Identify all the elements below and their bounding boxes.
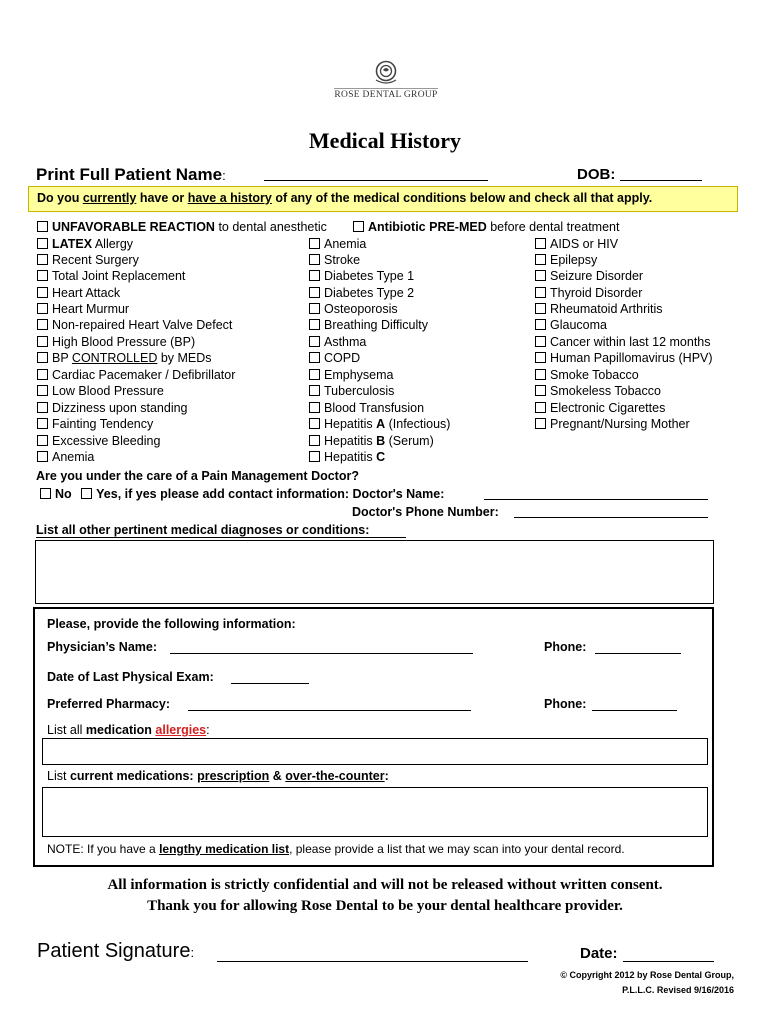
checkbox-condition[interactable]: Glaucoma (535, 317, 607, 333)
rose-emblem-icon (371, 60, 401, 86)
physician-phone-field[interactable] (595, 653, 681, 654)
checkbox-condition[interactable]: Blood Transfusion (309, 400, 424, 416)
checkbox-condition[interactable]: Heart Attack (37, 285, 120, 301)
checkbox-condition[interactable]: Anemia (37, 449, 94, 465)
checkbox-condition[interactable]: Osteoporosis (309, 301, 398, 317)
checkbox-condition[interactable]: Diabetes Type 1 (309, 268, 414, 284)
checkbox-yes[interactable] (81, 488, 92, 499)
checkbox-condition[interactable]: Anemia (309, 236, 366, 252)
checkbox-icon[interactable] (37, 254, 48, 265)
checkbox-icon[interactable] (37, 402, 48, 413)
allergies-label: List all medication allergies: (47, 723, 210, 737)
checkbox-condition[interactable]: Seizure Disorder (535, 268, 643, 284)
checkbox-condition[interactable]: Human Papillomavirus (HPV) (535, 350, 713, 366)
conditions-instruction-banner: Do you currently have or have a history of any of the medical conditions below and check all that apply. (28, 186, 738, 212)
current-meds-label: List current medications: prescription & over-the-counter: (47, 769, 389, 783)
medication-note: NOTE: If you have a lengthy medication list, please provide a list that we may scan into your dental record. (47, 842, 625, 856)
checkbox-condition[interactable]: Dizziness upon standing (37, 400, 188, 416)
checkbox-unfavorable-reaction[interactable]: UNFAVORABLE REACTION to dental anesthetic (37, 219, 327, 235)
checkbox-icon[interactable] (535, 352, 546, 363)
signature-field[interactable] (217, 961, 528, 962)
checkbox-icon[interactable] (37, 435, 48, 446)
checkbox-icon[interactable] (309, 303, 320, 314)
patient-name-field[interactable] (264, 180, 488, 181)
checkbox-condition[interactable]: Total Joint Replacement (37, 268, 185, 284)
checkbox-condition[interactable]: Recent Surgery (37, 252, 139, 268)
last-exam-field[interactable] (231, 683, 309, 684)
checkbox-antibiotic-premed[interactable]: Antibiotic PRE-MED before dental treatment (353, 219, 619, 235)
diagnoses-textarea[interactable] (35, 540, 714, 604)
allergies-textbox[interactable] (42, 738, 708, 765)
checkbox-condition[interactable]: Tuberculosis (309, 383, 394, 399)
checkbox-icon[interactable] (535, 369, 546, 380)
checkbox-condition[interactable]: Non-repaired Heart Valve Defect (37, 317, 232, 333)
checkbox-icon[interactable] (37, 238, 48, 249)
checkbox-condition[interactable]: Emphysema (309, 367, 393, 383)
checkbox-icon[interactable] (37, 303, 48, 314)
checkbox-icon[interactable] (37, 336, 48, 347)
checkbox-condition[interactable]: AIDS or HIV (535, 236, 618, 252)
checkbox-icon[interactable] (37, 221, 48, 232)
checkbox-icon[interactable] (309, 451, 320, 462)
pain-management-options: No Yes, if yes please add contact information: Doctor's Name: (40, 487, 444, 501)
checkbox-icon[interactable] (535, 319, 546, 330)
checkbox-condition[interactable]: Smokeless Tobacco (535, 383, 661, 399)
checkbox-icon[interactable] (353, 221, 364, 232)
diagnoses-label: List all other pertinent medical diagnoses or conditions: (36, 523, 370, 537)
checkbox-icon[interactable] (309, 254, 320, 265)
checkbox-icon[interactable] (37, 369, 48, 380)
pharmacy-phone-label: Phone: (544, 697, 587, 711)
signature-label: Patient Signature: (37, 940, 195, 962)
checkbox-icon[interactable] (309, 402, 320, 413)
checkbox-icon[interactable] (309, 336, 320, 347)
checkbox-icon[interactable] (535, 402, 546, 413)
dob-label: DOB: (577, 166, 616, 183)
checkbox-icon[interactable] (535, 238, 546, 249)
checkbox-icon[interactable] (309, 418, 320, 429)
copyright-line-2: P.L.L.C. Revised 9/16/2016 (622, 985, 734, 995)
physician-name-field[interactable] (170, 653, 473, 654)
checkbox-condition[interactable]: Excessive Bleeding (37, 433, 160, 449)
checkbox-condition[interactable]: Epilepsy (535, 252, 597, 268)
last-exam-label: Date of Last Physical Exam: (47, 670, 214, 684)
checkbox-icon[interactable] (309, 287, 320, 298)
checkbox-icon[interactable] (309, 352, 320, 363)
copyright-line-1: © Copyright 2012 by Rose Dental Group, (560, 970, 734, 980)
pain-management-question: Are you under the care of a Pain Management Doctor? (36, 469, 359, 483)
checkbox-icon[interactable] (309, 369, 320, 380)
diagnoses-label-underline (36, 537, 406, 538)
pharmacy-field[interactable] (188, 710, 471, 711)
checkbox-condition[interactable]: Stroke (309, 252, 360, 268)
checkbox-hepatitis-c[interactable]: Hepatitis C (309, 449, 385, 465)
checkbox-icon[interactable] (535, 418, 546, 429)
checkbox-no[interactable] (40, 488, 51, 499)
checkbox-icon[interactable] (309, 270, 320, 281)
thank-you-notice: Thank you for allowing Rose Dental to be your dental healthcare provider. (147, 898, 623, 914)
checkbox-icon[interactable] (535, 336, 546, 347)
checkbox-icon[interactable] (37, 451, 48, 462)
physician-name-label: Physician’s Name: (47, 640, 158, 654)
date-field[interactable] (623, 961, 714, 962)
pharmacy-label: Preferred Pharmacy: (47, 697, 170, 711)
checkbox-condition[interactable]: High Blood Pressure (BP) (37, 334, 195, 350)
checkbox-hepatitis-b[interactable]: Hepatitis B (Serum) (309, 433, 434, 449)
checkbox-icon[interactable] (309, 319, 320, 330)
checkbox-condition[interactable]: Cardiac Pacemaker / Defibrillator (37, 367, 235, 383)
date-label: Date: (580, 945, 618, 962)
checkbox-icon[interactable] (37, 287, 48, 298)
current-meds-textbox[interactable] (42, 787, 708, 837)
checkbox-condition[interactable]: Asthma (309, 334, 366, 350)
checkbox-icon[interactable] (309, 238, 320, 249)
checkbox-condition[interactable]: Thyroid Disorder (535, 285, 642, 301)
info-heading: Please, provide the following information: (47, 617, 296, 631)
checkbox-condition[interactable]: Fainting Tendency (37, 416, 153, 432)
checkbox-condition[interactable]: COPD (309, 350, 360, 366)
checkbox-condition[interactable]: Smoke Tobacco (535, 367, 639, 383)
dob-field[interactable] (620, 180, 702, 181)
checkbox-icon[interactable] (309, 385, 320, 396)
checkbox-icon[interactable] (37, 385, 48, 396)
logo-name: ROSE DENTAL GROUP (334, 90, 438, 100)
pharmacy-phone-field[interactable] (592, 710, 677, 711)
checkbox-condition[interactable]: Heart Murmur (37, 301, 129, 317)
checkbox-condition[interactable]: Electronic Cigarettes (535, 400, 665, 416)
patient-name-label: Print Full Patient Name: (36, 165, 226, 184)
checkbox-icon[interactable] (37, 319, 48, 330)
checkbox-bp-controlled[interactable]: BP CONTROLLED by MEDs (37, 350, 212, 366)
checkbox-icon[interactable] (37, 352, 48, 363)
doctor-phone-label: Doctor's Phone Number: (352, 505, 499, 519)
page-title: Medical History (308, 128, 462, 153)
checkbox-condition[interactable]: Diabetes Type 2 (309, 285, 414, 301)
checkbox-condition[interactable]: Pregnant/Nursing Mother (535, 416, 690, 432)
checkbox-condition[interactable]: Low Blood Pressure (37, 383, 164, 399)
doctor-phone-field[interactable] (514, 517, 708, 518)
checkbox-icon[interactable] (535, 303, 546, 314)
rose-dental-logo (330, 60, 442, 100)
physician-phone-label: Phone: (544, 640, 587, 654)
checkbox-hepatitis-a[interactable]: Hepatitis A (Infectious) (309, 416, 450, 432)
checkbox-latex-allergy[interactable]: LATEX Allergy (37, 236, 133, 252)
confidentiality-notice: All information is strictly confidential and will not be released without written consent. (107, 877, 663, 893)
checkbox-condition[interactable]: Rheumatoid Arthritis (535, 301, 663, 317)
checkbox-condition[interactable]: Breathing Difficulty (309, 317, 428, 333)
checkbox-icon[interactable] (37, 418, 48, 429)
checkbox-icon[interactable] (535, 287, 546, 298)
checkbox-icon[interactable] (535, 385, 546, 396)
checkbox-icon[interactable] (535, 270, 546, 281)
checkbox-icon[interactable] (535, 254, 546, 265)
checkbox-icon[interactable] (309, 435, 320, 446)
checkbox-condition[interactable]: Cancer within last 12 months (535, 334, 711, 350)
doctor-name-field[interactable] (484, 499, 708, 500)
checkbox-icon[interactable] (37, 270, 48, 281)
